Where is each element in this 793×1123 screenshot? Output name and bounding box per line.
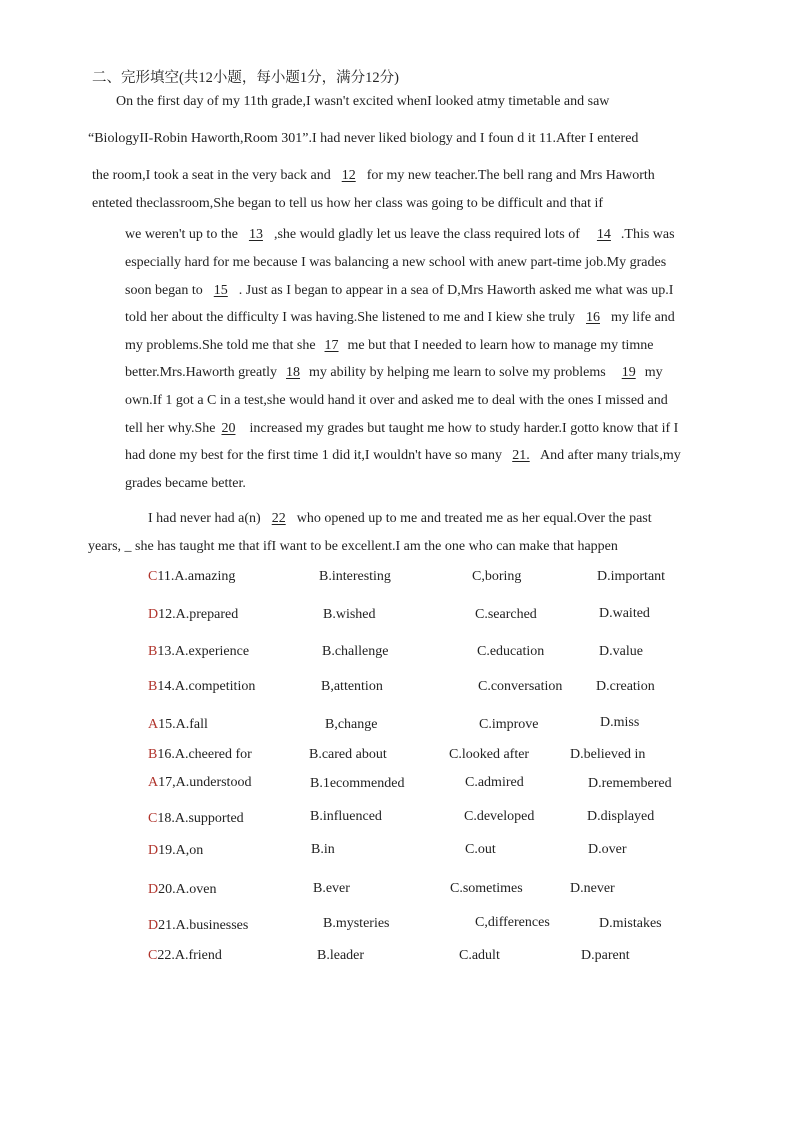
option-a: 18.A.supported: [157, 811, 244, 826]
question-stem: [148, 606, 238, 624]
question-stem: [148, 746, 252, 764]
option-d: D.believed in: [570, 747, 646, 762]
option-c: C.out: [465, 842, 496, 857]
option-b: B.influenced: [310, 809, 382, 824]
passage-text: the room,I took a seat in the very back and: [92, 168, 331, 183]
passage-text: And after many trials,my: [539, 448, 681, 463]
option-b: B.challenge: [322, 644, 389, 659]
passage-text: my ability by helping me learn to solve my problems: [309, 365, 606, 380]
answer-key: D: [148, 882, 159, 897]
passage-line-5: [125, 226, 675, 244]
option-a: 21.A.businesses: [158, 918, 249, 933]
passage-line-13: [125, 447, 681, 465]
option-b: B.ever: [313, 881, 350, 896]
passage-line-16: years, _ she has taught me that ifI want to be excellent.I am the one who can make that happen: [88, 539, 618, 554]
option-a: 11.A.amazing: [157, 569, 236, 584]
answer-key: A: [148, 775, 159, 790]
option-a: 17,A.understood: [158, 775, 252, 790]
blank-18: 18: [286, 365, 301, 380]
option-d: D.never: [570, 881, 615, 896]
section-title: 二、完形填空(共12小题，每小题1分，满分12分): [92, 70, 399, 86]
blank-16: 16: [585, 310, 600, 325]
passage-line-9: [125, 337, 654, 355]
passage-text: for my new teacher.The bell rang and Mrs Haworth: [366, 168, 655, 183]
answer-key: B: [148, 679, 158, 694]
passage-text: tell her why.She: [125, 421, 216, 436]
blank-21: 21.: [512, 448, 530, 463]
blank-17: 17: [324, 338, 339, 353]
passage-line-4: enteted theclassroom,She began to tell us how her class was going to be difficult and that if: [92, 196, 604, 211]
passage-text: my problems.She told me that she: [125, 338, 316, 353]
option-c: C.looked after: [449, 747, 530, 762]
passage-line-8: [125, 309, 675, 327]
passage-text: had done my best for the first time 1 did it,I wouldn't have so many: [125, 448, 502, 463]
question-stem: [148, 947, 222, 965]
passage-line-1: On the first day of my 11th grade,I wasn't excited whenI looked atmy timetable and saw: [116, 94, 610, 109]
question-stem: [148, 716, 208, 734]
passage-text: I had never had a(n): [148, 511, 261, 526]
question-stem: [148, 643, 249, 661]
passage-text: my life and: [610, 310, 675, 325]
option-a: 14.A.competition: [157, 679, 256, 694]
question-stem: [148, 678, 255, 696]
passage-line-2: “BiologyII-Robin Haworth,Room 301”.I had never liked biology and I foun d it 11.After I entered: [88, 131, 639, 146]
option-b: B,attention: [321, 679, 383, 694]
option-b: B,change: [325, 717, 378, 732]
passage-text: soon began to: [125, 283, 203, 298]
option-c: C.improve: [479, 717, 539, 732]
passage-line-11: own.If 1 got a C in a test,she would hand it over and asked me to deal with the ones I missed and: [125, 393, 668, 408]
option-a: 13.A.experience: [157, 644, 250, 659]
passage-line-3: [92, 167, 655, 185]
option-c: C,boring: [472, 569, 522, 584]
option-d: D.parent: [581, 948, 630, 963]
passage-text: we weren't up to the: [125, 227, 238, 242]
answer-key: C: [148, 948, 158, 963]
option-d: D.waited: [599, 606, 650, 621]
passage-text: better.Mrs.Haworth greatly: [125, 365, 278, 380]
option-c: C.admired: [465, 775, 524, 790]
option-b: B.wished: [323, 607, 376, 622]
passage-text: who opened up to me and treated me as her equal.Over the past: [296, 511, 652, 526]
blank-15: 15: [213, 283, 228, 298]
blank-14: 14: [596, 227, 611, 242]
passage-line-12: [125, 420, 678, 438]
passage-text: told her about the difficulty I was having.She listened to me and I kiew she truly: [125, 310, 575, 325]
passage-line-10: [125, 364, 663, 382]
question-stem: [148, 842, 203, 860]
answer-key: B: [148, 644, 158, 659]
answer-key: D: [148, 843, 159, 858]
option-a: 19.A,on: [158, 843, 204, 858]
question-stem: [148, 810, 244, 828]
option-c: C.education: [477, 644, 545, 659]
option-d: D.displayed: [587, 809, 655, 824]
option-c: C.adult: [459, 948, 500, 963]
question-stem: [148, 881, 216, 899]
option-b: B.leader: [317, 948, 365, 963]
option-b: B.1ecommended: [310, 776, 405, 791]
option-b: B.interesting: [319, 569, 391, 584]
option-d: D.value: [599, 644, 643, 659]
answer-key: C: [148, 811, 158, 826]
passage-line-15: [148, 510, 652, 528]
answer-key: D: [148, 918, 159, 933]
passage-text: ,she would gladly let us leave the class required lots of: [273, 227, 580, 242]
passage-text: me but that I needed to learn how to manage my timne: [347, 338, 654, 353]
passage-text: .This was: [620, 227, 675, 242]
blank-19: 19: [621, 365, 636, 380]
answer-key: D: [148, 607, 159, 622]
option-d: D.over: [588, 842, 627, 857]
option-b: B.cared about: [309, 747, 387, 762]
passage-line-6: especially hard for me because I was balancing a new school with anew part-time job.My grades: [125, 255, 667, 270]
option-c: C,differences: [475, 915, 550, 930]
option-b: B.in: [311, 842, 335, 857]
blank-12: 12: [341, 168, 356, 183]
passage-line-7: [125, 282, 673, 300]
blank-22: 22: [271, 511, 286, 526]
option-d: D.creation: [596, 679, 655, 694]
answer-key: B: [148, 747, 158, 762]
answer-key: A: [148, 717, 159, 732]
option-d: D.miss: [600, 715, 640, 730]
option-d: D.remembered: [588, 776, 672, 791]
option-c: C.searched: [475, 607, 537, 622]
option-c: C.sometimes: [450, 881, 523, 896]
option-c: C.conversation: [478, 679, 563, 694]
option-d: D.important: [597, 569, 666, 584]
option-c: C.developed: [464, 809, 535, 824]
option-a: 22.A.friend: [157, 948, 222, 963]
passage-line-14: grades became better.: [125, 476, 246, 491]
answer-key: C: [148, 569, 158, 584]
question-stem: [148, 774, 251, 792]
question-stem: [148, 917, 248, 935]
option-b: B.mysteries: [323, 916, 390, 931]
passage-text: my: [644, 365, 663, 380]
passage-text: increased my grades but taught me how to study harder.I gotto know that if I: [249, 421, 679, 436]
option-a: 15.A.fall: [158, 717, 208, 732]
option-d: D.mistakes: [599, 916, 662, 931]
question-stem: [148, 568, 235, 586]
option-a: 12.A.prepared: [158, 607, 239, 622]
option-a: 16.A.cheered for: [157, 747, 252, 762]
blank-20: 20: [221, 421, 236, 436]
blank-13: 13: [248, 227, 263, 242]
passage-text: . Just as I began to appear in a sea of D,Mrs Haworth asked me what was up.I: [238, 283, 674, 298]
option-a: 20.A.oven: [158, 882, 217, 897]
